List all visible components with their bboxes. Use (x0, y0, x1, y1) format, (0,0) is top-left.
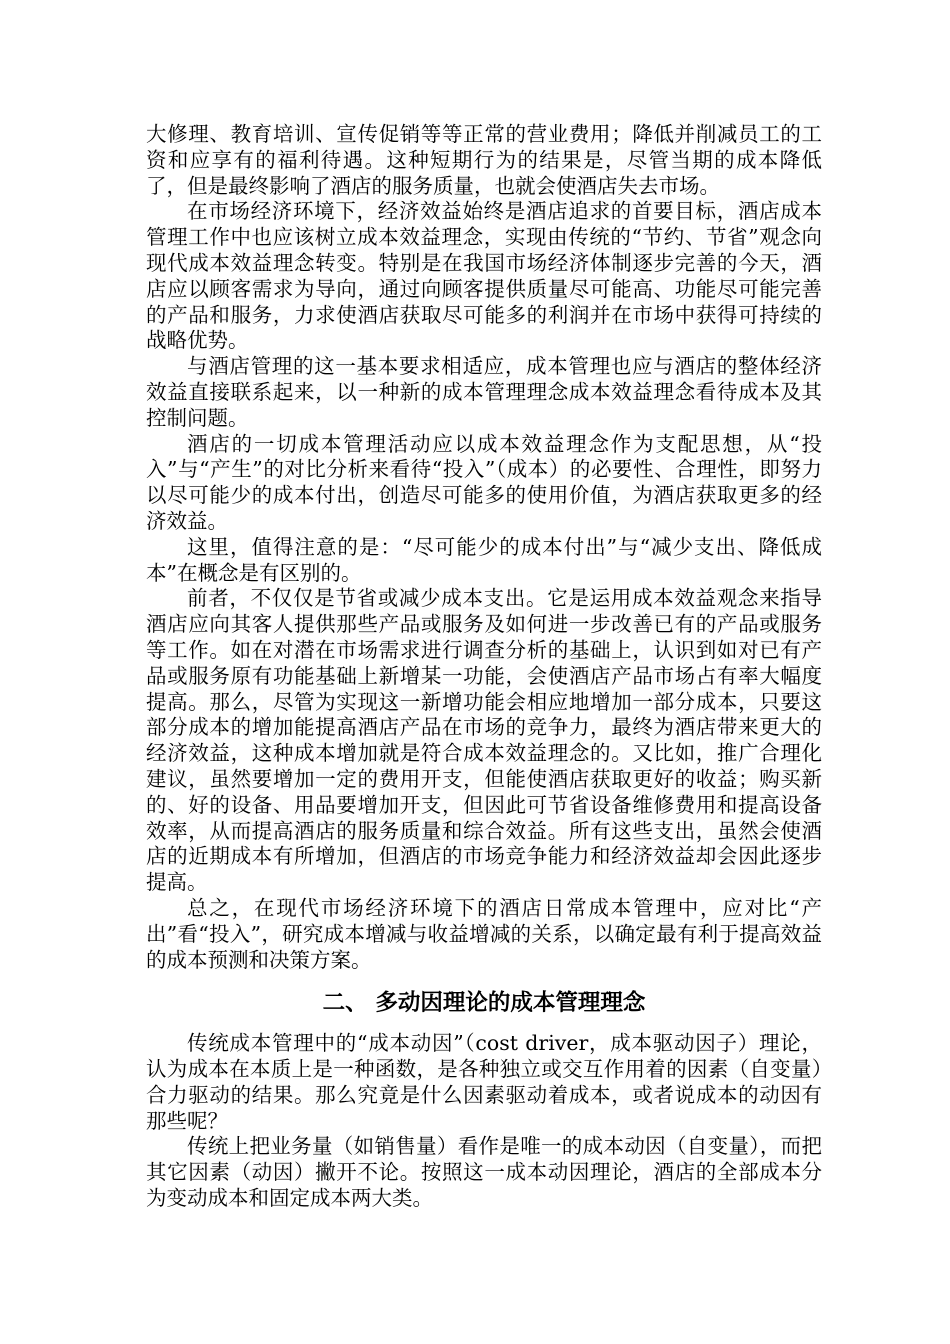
document-page (146, 122, 822, 1212)
section-heading: 二、 多动因理论的成本管理理念 (322, 990, 646, 1017)
paragraph-note-distinction: 这里，值得注意的是：“尽可能少的成本付出”与“减少支出、降低成本”在概念是有区别的。 (146, 534, 822, 585)
paragraph-summary: 总之，在现代市场经济环境下的酒店日常成本管理中，应对比“产出”看“投入”，研究成本增减与收益增减的关系，以确定最有利于提高效益的成本预测和决策方案。 (146, 895, 822, 972)
paragraph-former-explanation: 前者，不仅仅是节省或减少成本支出。它是运用成本效益观念来指导酒店应向其客人提供那些产品或服务及如何进一步改善已有的产品或服务等工作。如在对潜在市场需求进行调查分析的基础上，认识到如对已有产品或服务原有功能基础上新增某一功能，会使酒店产品市场占有率大幅度提高。那么，尽管为实现这一新增功能会相应地增加一部分成本，只要这部分成本的增加能提高酒店产品在市场的竞争力，最终为酒店带来更大的经济效益，这种成本增加就是符合成本效益理念的。又比如，推广合理化建议，虽然要增加一定的费用开支，但能使酒店获取更好的收益；购买新的、好的设备、用品要增加开支，但因此可节省设备维修费用和提高设备效率，从而提高酒店的服务质量和综合效益。所有这些支出，虽然会使酒店的近期成本有所增加，但酒店的市场竞争能力和经济效益却会因此逐步提高。 (146, 586, 822, 895)
paragraph-continued: 大修理、教育培训、宣传促销等等正常的营业费用；降低并削减员工的工资和应享有的福利待遇。这种短期行为的结果是，尽管当期的成本降低了，但是最终影响了酒店的服务质量，也就会使酒店失去市场。 (146, 122, 822, 198)
paragraph-traditional-classification: 传统上把业务量（如销售量）看作是唯一的成本动因（自变量），而把其它因素（动因）撇开不论。按照这一成本动因理论，酒店的全部成本分为变动成本和固定成本两大类。 (146, 1134, 822, 1211)
paragraph-management-requirement: 与酒店管理的这一基本要求相适应，成本管理也应与酒店的整体经济效益直接联系起来，以一种新的成本管理理念成本效益理念看待成本及其控制问题。 (146, 354, 822, 430)
paragraph-cost-driver-theory: 传统成本管理中的“成本动因”（cost driver，成本驱动因子）理论，认为成本在本质上是一种函数，是各种独立或交互作用着的因素（自变量）合力驱动的结果。那么究竟是什么因素驱动着成本，或者说成本的动因有那些呢？ (146, 1031, 822, 1133)
paragraph-input-output-analysis: 酒店的一切成本管理活动应以成本效益理念作为支配思想，从“投入”与“产生”的对比分析来看待“投入”（成本）的必要性、合理性，即努力以尽可能少的成本付出，创造尽可能多的使用价值，为酒店获取更多的经济效益。 (146, 431, 822, 533)
paragraph-cost-benefit-concept: 在市场经济环境下，经济效益始终是酒店追求的首要目标，酒店成本管理工作中也应该树立成本效益理念，实现由传统的“节约、节省”观念向现代成本效益理念转变。特别是在我国市场经济体制逐步完善的今天，酒店应以顾客需求为导向，通过向顾客提供质量尽可能高、功能尽可能完善的产品和服务，力求使酒店获取尽可能多的利润并在市场中获得可持续的战略优势。 (146, 199, 822, 353)
